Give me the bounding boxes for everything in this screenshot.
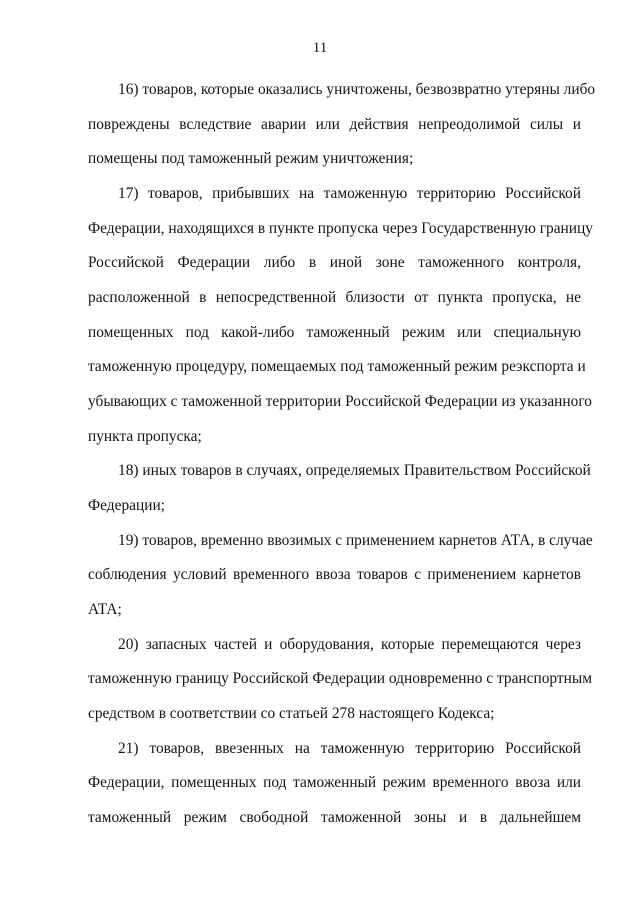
paragraph-19-line-1: 19) товаров, временно ввозимых с применением карнетов АТА, в случае (118, 532, 593, 549)
paragraph-18-line-2: Федерации; (88, 497, 165, 514)
paragraph-21-line-3: таможенный режим свободной таможенной зоны и в дальнейшем (88, 809, 581, 826)
paragraph-21-line-1: 21) товаров, ввезенных на таможенную территорию Российской (118, 740, 581, 757)
paragraph-21-line-2: Федерации, помещенных под таможенный режим временного ввоза или (88, 774, 581, 791)
paragraph-16-line-1: 16) товаров, которые оказались уничтожены, безвозвратно утеряны либо (118, 81, 596, 98)
paragraph-18-line-1: 18) иных товаров в случаях, определяемых Правительством Российской (118, 462, 591, 479)
paragraph-20-line-1: 20) запасных частей и оборудования, которые перемещаются через (118, 636, 581, 653)
paragraph-17-line-6: таможенную процедуру, помещаемых под таможенный режим реэкспорта и (88, 358, 586, 375)
paragraph-19-line-2: соблюдения условий временного ввоза товаров с применением карнетов (88, 566, 581, 583)
paragraph-20-line-3: средством в соответствии со статьей 278 настоящего Кодекса; (88, 705, 495, 722)
paragraph-20-line-2: таможенную границу Российской Федерации одновременно с транспортным (88, 670, 592, 687)
paragraph-16-line-2: повреждены вследствие аварии или действия непреодолимой силы и (88, 116, 581, 133)
paragraph-17-line-2: Федерации, находящихся в пункте пропуска через Государственную границу (88, 220, 593, 237)
paragraph-17-line-1: 17) товаров, прибывших на таможенную территорию Российской (118, 185, 581, 202)
paragraph-17-line-4: расположенной в непосредственной близости от пункта пропуска, не (88, 289, 581, 306)
paragraph-17-line-8: пункта пропуска; (88, 428, 202, 445)
paragraph-16-line-3: помещены под таможенный режим уничтожения; (88, 150, 414, 167)
paragraph-17-line-7: убывающих с таможенной территории Российской Федерации из указанного (88, 393, 592, 410)
paragraph-19-line-3: АТА; (88, 601, 122, 618)
page-number: 11 (312, 40, 328, 56)
paragraph-17-line-5: помещенных под какой-либо таможенный режим или специальную (88, 324, 581, 341)
paragraph-17-line-3: Российской Федерации либо в иной зоне таможенного контроля, (88, 254, 581, 271)
